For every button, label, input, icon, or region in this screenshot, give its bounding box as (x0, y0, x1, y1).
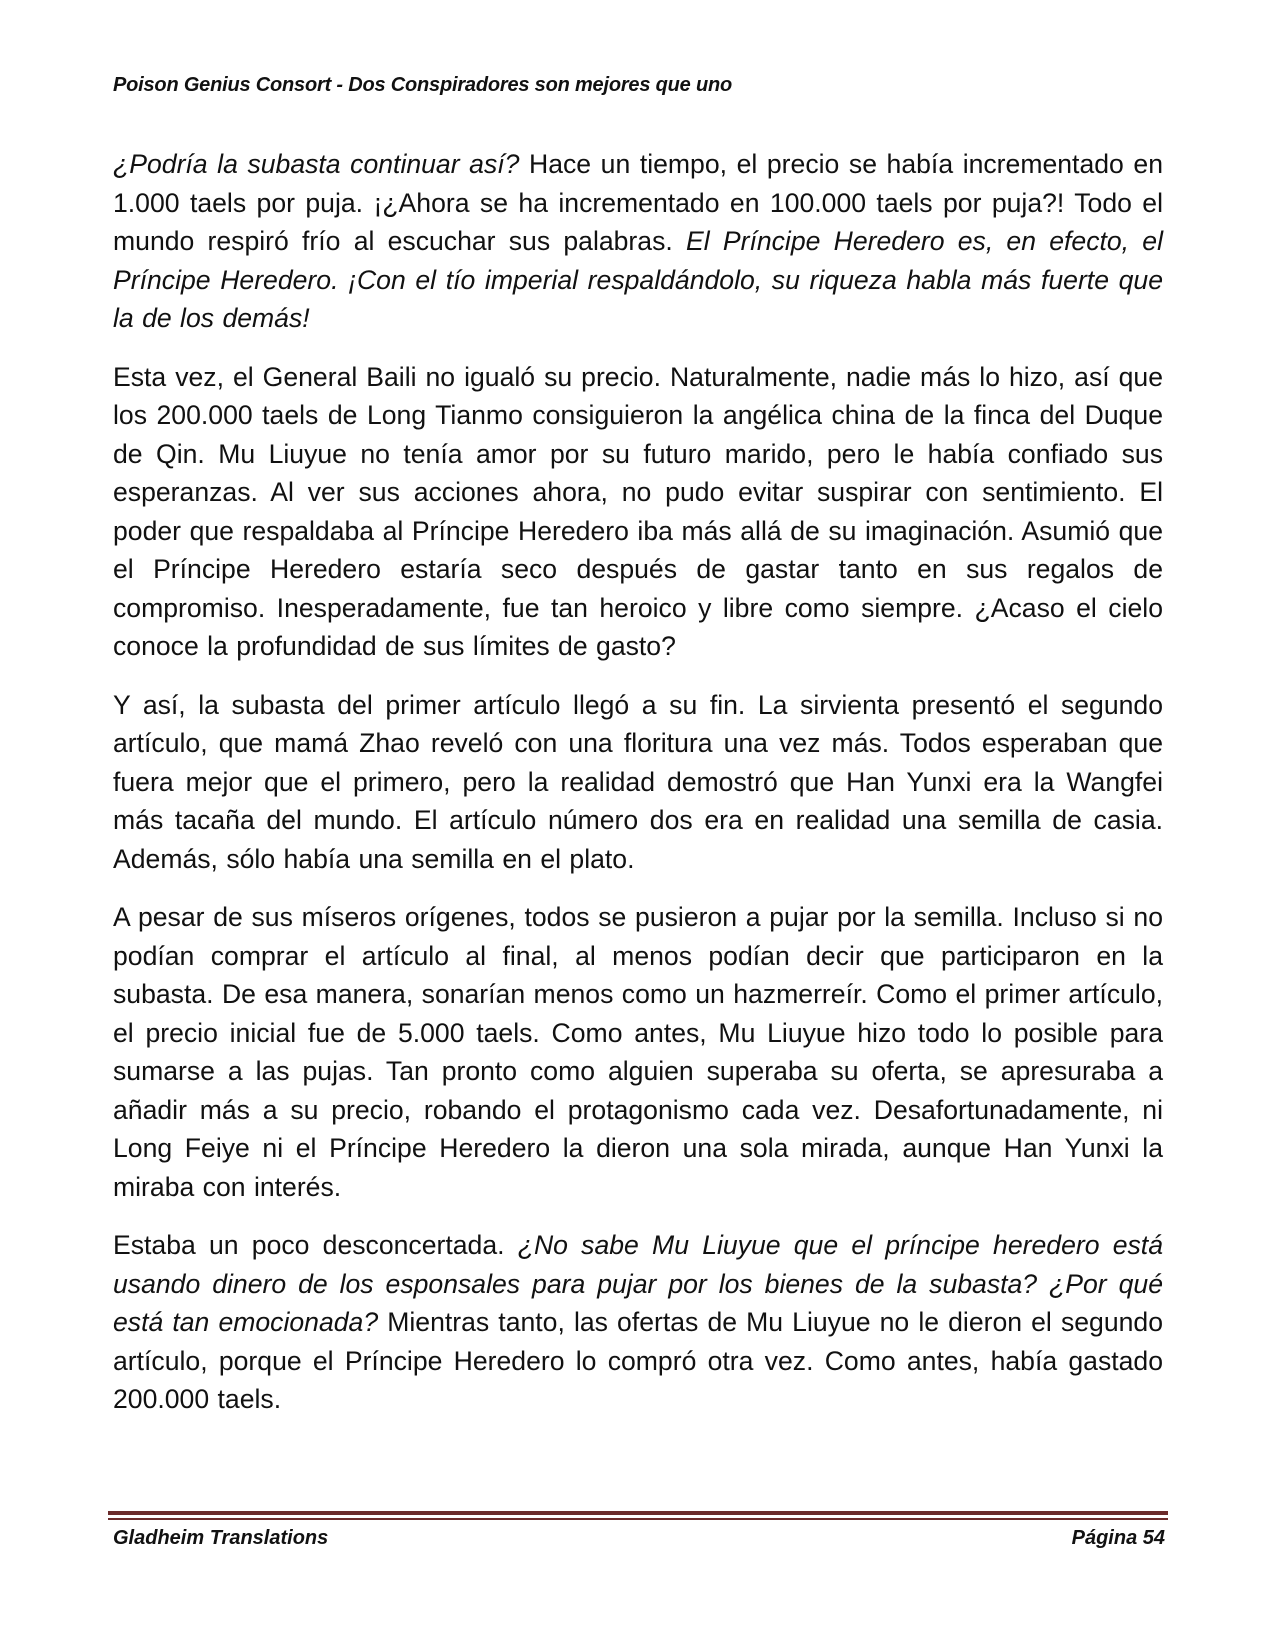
paragraph-5 (113, 1226, 1163, 1419)
paragraph-2 (113, 358, 1163, 666)
text-run: Estaba un poco desconcertada. (113, 1230, 518, 1260)
paragraph-1 (113, 145, 1163, 338)
text-run: Y así, la subasta del primer artículo llegó a su fin. La sirvienta presentó el segundo artículo, que mamá Zhao reveló con una floritura una vez más. Todos esperaban que fuera mejor que el primero, pero la realidad demostró que Han Yunxi era la Wangfei más tacaña del mundo. El artículo número dos era en realidad una semilla de casia. Además, sólo había una semilla en el plato. (113, 689, 1163, 874)
body-text (113, 145, 1163, 1439)
text-run: Esta vez, el General Baili no igualó su precio. Naturalmente, nadie más lo hizo, así que los 200.000 taels de Long Tianmo consiguieron la angélica china de la finca del Duque de Qin. Mu Liuyue no tenía amor por su futuro marido, pero le había confiado sus esperanzas. Al ver sus acciones ahora, no pudo evitar suspirar con sentimiento. El poder que respaldaba al Príncipe Heredero iba más allá de su imaginación. Asumió que el Príncipe Heredero estaría seco después de gastar tanto en sus regalos de compromiso. Inesperadamente, fue tan heroico y libre como siempre. ¿Acaso el cielo conoce la profundidad de sus límites de gasto? (113, 361, 1163, 661)
text-run: Mientras tanto, las ofertas de Mu Liuyue no le dieron el segundo artículo, porque el Príncipe Heredero lo compró otra vez. Como antes, había gastado 200.000 taels. (113, 1307, 1163, 1414)
text-run: A pesar de sus míseros orígenes, todos se pusieron a pujar por la semilla. Incluso si no podían comprar el artículo al final, al menos podían decir que participaron en la subasta. De esa manera, sonarían menos como un hazmerreír. Como el primer artículo, el precio inicial fue de 5.000 taels. Como antes, Mu Liuyue hizo todo lo posible para sumarse a las pujas. Tan pronto como alguien superaba su oferta, se apresuraba a añadir más a su precio, robando el protagonismo cada vez. Desafortunadamente, ni Long Feiye ni el Príncipe Heredero la dieron una sola mirada, aunque Han Yunxi la miraba con interés. (113, 902, 1163, 1202)
footer-rule-thin (108, 1518, 1168, 1520)
paragraph-4 (113, 898, 1163, 1206)
page-header-title: Poison Genius Consort - Dos Conspiradores son mejores que uno (113, 74, 732, 96)
footer-rule (108, 1511, 1168, 1515)
text-run: Hace un tiempo, el precio se había incrementado en 1.000 taels por puja. ¡¿Ahora se ha incrementado en 100.000 taels por puja?! Todo el mundo respiró frío al escuchar sus palabras. (113, 149, 1163, 256)
footer-translator: Gladheim Translations (113, 1527, 329, 1549)
paragraph-3 (113, 686, 1163, 879)
italic-run: ¿Podría la subasta continuar así? (113, 149, 520, 179)
footer-page-number: Página 54 (1071, 1527, 1165, 1549)
italic-run: ¿No sabe Mu Liuyue que el príncipe heredero está usando dinero de los esponsales para pujar por los bienes de la subasta? ¿Por qué está tan emocionada? (113, 1230, 1163, 1337)
italic-run: El Príncipe Heredero es, en efecto, el Príncipe Heredero. ¡Con el tío imperial respaldándolo, su riqueza habla más fuerte que la de los demás! (113, 226, 1163, 333)
